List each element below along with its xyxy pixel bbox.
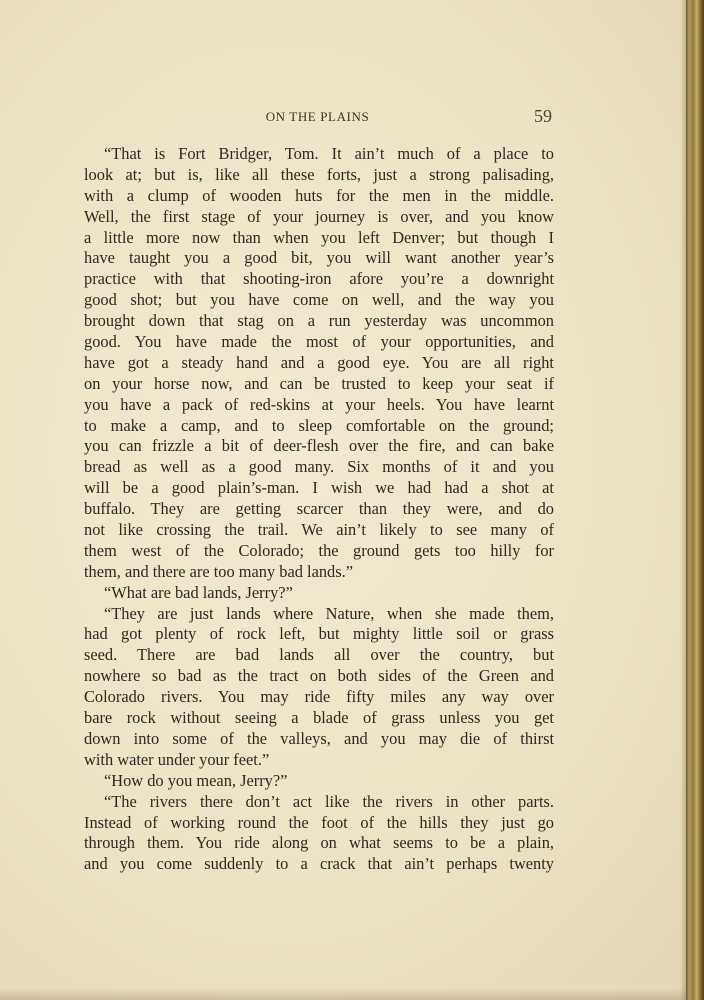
text-line: Well, the first stage of your journey is over, and you know <box>84 206 554 226</box>
text-line: Instead of working round the foot of the hills they just go <box>84 812 554 832</box>
text-line: a little more now than when you left Denver; but though I <box>84 227 554 247</box>
text-line: good. You have made the most of your opportunities, and <box>84 332 554 352</box>
text-line: bread as well as a good many. Six months of it and you <box>84 457 554 477</box>
text-line: seed. There are bad lands all over the country, but <box>84 645 554 665</box>
page-number: 59 <box>534 106 552 126</box>
text-line: “How do you mean, Jerry?” <box>104 770 288 790</box>
text-line: Colorado rivers. You may ride fifty miles any way over <box>84 687 554 707</box>
text-line: look at; but is, like all these forts, just a strong palisading, <box>84 164 554 184</box>
text-line: practice with that shooting-iron afore you’re a downright <box>84 269 554 289</box>
text-line: will be a good plain’s-man. I wish we had had a shot at <box>84 478 554 498</box>
book-spine <box>686 0 704 1000</box>
text-line: them west of the Colorado; the ground gets too hilly for <box>84 540 554 560</box>
text-line: and you come suddenly to a crack that ain’t perhaps twenty <box>84 854 554 874</box>
body-text <box>84 144 554 875</box>
text-line: “That is Fort Bridger, Tom. It ain’t much of a place to <box>104 144 554 163</box>
text-line: with water under your feet.” <box>84 749 270 769</box>
running-title: ON THE PLAINS <box>265 109 370 124</box>
text-line: buffalo. They are getting scarcer than they were, and do <box>84 499 554 519</box>
text-line: nowhere so bad as the tract on both sides of the Green and <box>84 666 554 686</box>
text-line: “The rivers there don’t act like the rivers in other parts. <box>104 791 554 811</box>
text-line: bare rock without seeing a blade of grass unless you get <box>84 708 554 728</box>
text-line: “What are bad lands, Jerry?” <box>104 582 293 602</box>
text-line: have taught you a good bit, you will want another year’s <box>84 248 554 268</box>
running-head <box>0 108 704 128</box>
text-line: you can frizzle a bit of deer-flesh over the fire, and can bake <box>84 436 554 456</box>
text-line: not like crossing the trail. We ain’t likely to see many of <box>84 520 554 540</box>
text-line: brought down that stag on a run yesterday was uncommon <box>84 311 554 331</box>
text-line: through them. You ride along on what seems to be a plain, <box>84 833 554 853</box>
text-line: on your horse now, and can be trusted to keep your seat if <box>84 373 554 393</box>
text-line: to make a camp, and to sleep comfortable on the ground; <box>84 415 554 435</box>
text-line: with a clump of wooden huts for the men in the middle. <box>84 185 554 205</box>
text-line: them, and there are too many bad lands.” <box>84 561 353 581</box>
page-bottom-edge <box>0 988 686 1000</box>
text-line: have got a steady hand and a good eye. You are all right <box>84 352 554 372</box>
text-line: you have a pack of red-skins at your heels. You have learnt <box>84 394 554 414</box>
text-line: down into some of the valleys, and you may die of thirst <box>84 728 554 748</box>
text-line: had got plenty of rock left, but mighty little soil or grass <box>84 624 554 644</box>
text-line: “They are just lands where Nature, when she made them, <box>104 603 554 623</box>
text-line: good shot; but you have come on well, and the way you <box>84 290 554 310</box>
